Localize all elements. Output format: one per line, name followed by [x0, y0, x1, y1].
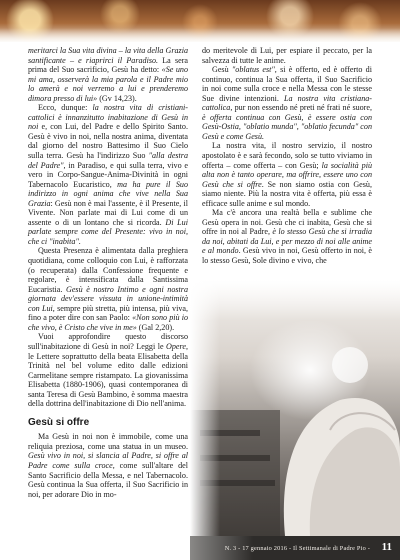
emphasis-text: meritarci la Sua vita divina – la vita della Grazia santificante – e riaprirci il Paradiso. — [28, 46, 188, 65]
emphasis-text: La nostra vita cristiana-cattolica — [202, 93, 372, 113]
right-paragraph-3 — [202, 141, 372, 208]
left-paragraph-3 — [28, 246, 188, 332]
body-text: , come sull'altare del Santo Sacrificio della Messa, e nel Tabernacolo. Gesù continua la Sua offerta, il Suo Sacrificio in noi, per adorare Dio in mo- — [28, 460, 188, 499]
right-paragraph-2 — [202, 65, 372, 141]
body-text: (Gal 2,20). — [136, 322, 175, 332]
body-text: . Gesù vivo in noi, Gesù offerto in noi, è lo stesso Gesù, Sole divino e vivo, che — [202, 246, 372, 266]
emphasis-text: è lo stesso Gesù che si irradia da noi, abitati da Lui, e per mezzo di noi alle anime e al mondo — [202, 227, 372, 256]
emphasis-text: Opere — [166, 341, 186, 351]
left-paragraph-2 — [28, 103, 188, 246]
emphasis-text: ma ha pure il Suo indirizzo in ogni anima che vive nella Sua Grazia — [28, 179, 188, 208]
left-column — [28, 46, 188, 499]
body-text: , le Lettere soprattutto della beata Elisabetta della Trinità nel bel volume edito dalle edizioni Carmelitane sempre ristampato. La giovanissima Elisabetta (1880-1906), quasi contemporanea di santa Teresa di Gesù Bambino, è somma maestra della dottrina dell'inabitazione di Dio nell'anima. — [28, 341, 188, 409]
emphasis-text: "alla destra del Padre" — [28, 151, 189, 170]
section-heading: Gesù si offre — [28, 416, 90, 428]
emphasis-text: Gesù vivo in noi, si slancia al Padre, si offre al Padre come sulla croce — [28, 451, 188, 470]
body-text: La sera prima del Suo sacrificio, Gesù ha detto: — [28, 55, 188, 75]
right-paragraph-1 — [202, 46, 372, 65]
body-text: Ecco, dunque: — [38, 103, 93, 113]
body-text: Gesù — [212, 65, 232, 75]
body-text: La nostra vita, il nostro servizio, il nostro apostolato è e sarà fecondo, solo se tutto viviamo in offerta – come offerta – con Gesù; — [202, 141, 372, 170]
left-paragraph-4 — [28, 332, 188, 408]
body-text: (Gv 14,23). — [97, 93, 137, 103]
body-text: , sempre più stretta, più intensa, più viva, fino a poter dire con san Paolo: — [28, 303, 188, 323]
emphasis-text: la socialità più alta non è tanto operare, ma offrire, essere uno con Gesù che si offre — [202, 160, 373, 189]
body-text: Ma c'è ancora una realtà bella e sublime che Gesù opera in noi. Gesù che ci inabita, Gesù che si offre in noi al Padre, — [202, 208, 372, 237]
left-paragraph-1 — [28, 46, 188, 103]
body-text: , si è offerto, ed è offerto di continuo, continua la Sua offerta, il Suo Sacrificio in noi come sulla croce e nella Messa con le stesse Sue divine intenzioni. — [202, 65, 372, 103]
body-text: . Se non siamo ostia con Gesù, siamo niente. Più la nostra vita è offerta, più essa è efficace sulle anime e sul mondo. — [202, 179, 372, 208]
emphasis-text: "oblatus est" — [231, 65, 275, 75]
emphasis-text: Di Lui parlate sempre come del Presente: vivo in noi, che ci "inabita". — [28, 217, 188, 246]
emphasis-text: la nostra vita di cristiani-cattolici è innanzitutto inabitazione di Gesù in noi — [28, 103, 188, 132]
right-paragraph-4 — [202, 208, 372, 265]
emphasis-text: Gesù è nostro Intimo e ogni nostra giornata dev'essere vissuta in unione-intimità con Lui — [28, 284, 188, 313]
body-text: Questa Presenza è alimentata dalla preghiera quotidiana, come colloquio con Lui, è rafforzata (o recuperata) dalla Confessione frequente e regolare, è intensificata dalla Santissima Eucaristia. — [28, 246, 188, 294]
emphasis-text: «Non sono più io che vivo, è Cristo che vive in me» — [28, 313, 189, 332]
page-number: 11 — [381, 541, 392, 553]
issue-info: N. 3 - 17 gennaio 2016 - Il Settimanale di Padre Pio - — [224, 545, 370, 552]
body-text: , in Paradiso, e qui sulla terra, vivo e vero in Corpo-Sangue-Anima-Divinità in ogni Tabernacolo Eucaristico, — [28, 160, 188, 189]
right-column — [202, 46, 372, 266]
emphasis-text: «Se uno mi ama, osserverà la mia parola e il Padre mio lo amerà e noi verremo a lui e prenderemo dimora presso di lui» — [28, 65, 188, 103]
body-text: , pur non essendo né preti né frati né suore, — [230, 103, 372, 113]
photo-fade-left — [190, 280, 220, 536]
body-text: Vuoi approfondire questo discorso sull'inabitazione di Gesù in noi? Leggi le — [28, 332, 188, 351]
left-paragraph-5 — [28, 432, 188, 499]
emphasis-text: è offerta continua con Gesù, è essere ostia con Gesù-Ostia, "oblatio munda", "oblatio fecunda" con Gesù e come Gesù. — [202, 112, 372, 141]
body-text: e, con Lui, del Padre e dello Spirito Santo. Gesù è vivo in noi, nella nostra anima, diventata dal giorno del nostro Battesimo il Suo Cielo sulla terra. Gesù ha l'indirizzo Suo — [28, 122, 188, 161]
body-text: do meritevole di Lui, per espiare il peccato, per la salvezza di tutte le anime. — [202, 46, 372, 65]
photo-fade-top — [190, 280, 400, 320]
body-text: Ma Gesù in noi non è immobile, come una reliquia preziosa, come una statua in un museo. — [28, 432, 188, 451]
body-text: : Gesù non è mai l'assente, è il Presente, il Vivente. Non parlate mai di Lui come di un assente o di un lontano che si ricorda. — [28, 198, 188, 227]
banner-fade — [0, 28, 400, 44]
